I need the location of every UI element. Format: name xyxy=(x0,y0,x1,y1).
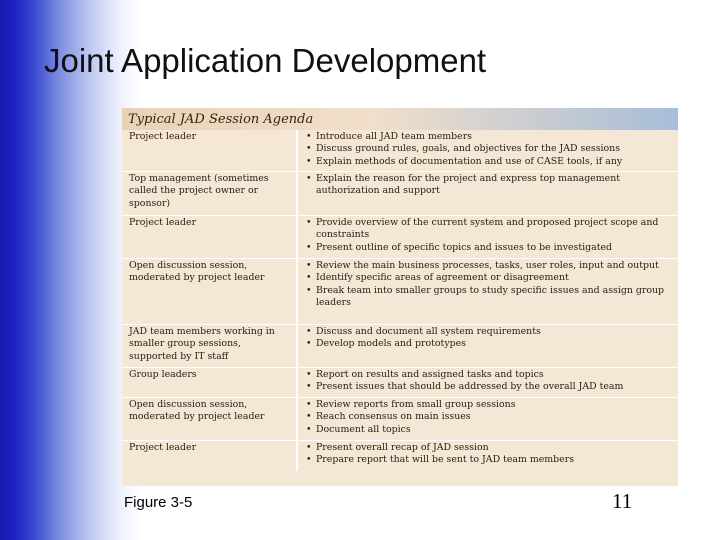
task-item xyxy=(298,454,676,466)
role-cell: Open discussion session, moderated by project leader xyxy=(122,259,298,324)
bullet-icon: • xyxy=(306,326,312,337)
task-item xyxy=(298,242,676,254)
role-cell: Top management (sometimes called the project owner or sponsor) xyxy=(122,172,298,215)
task-text: Explain the reason for the project and express top management authorization and support xyxy=(316,173,621,197)
task-item xyxy=(298,131,676,143)
task-text: Review reports from small group sessions xyxy=(316,399,516,410)
task-text: Develop models and prototypes xyxy=(316,338,466,350)
agenda-table xyxy=(122,130,678,471)
task-item xyxy=(298,326,676,338)
task-list xyxy=(298,441,678,471)
slide-background-gradient xyxy=(0,0,140,540)
task-item xyxy=(298,143,676,155)
task-list xyxy=(298,398,678,440)
task-item xyxy=(298,369,676,381)
task-text: Identify specific areas of agreement or disagreement xyxy=(316,272,569,284)
task-text: Present overall recap of JAD session xyxy=(316,442,489,453)
figure-caption: Figure 3-5 xyxy=(124,494,193,511)
task-text: Present outline of specific topics and issues to be investigated xyxy=(316,241,613,253)
role-cell: Group leaders xyxy=(122,368,298,397)
agenda-row xyxy=(122,215,678,258)
role-cell: Project leader xyxy=(122,130,298,171)
task-item xyxy=(298,399,676,411)
bullet-icon: • xyxy=(306,131,312,142)
slide-title: Joint Application Development xyxy=(44,42,487,79)
task-item xyxy=(298,156,676,168)
task-item xyxy=(298,424,676,436)
bullet-icon: • xyxy=(306,442,312,453)
task-list xyxy=(298,368,678,397)
role-cell: Open discussion session, moderated by project leader xyxy=(122,398,298,440)
task-list xyxy=(298,325,678,367)
bullet-icon: • xyxy=(306,399,312,410)
task-text: Discuss ground rules, goals, and objectives for the JAD sessions xyxy=(316,143,621,155)
task-item xyxy=(298,217,676,242)
slide-number: 11 xyxy=(612,489,633,513)
bullet-icon: • xyxy=(306,241,312,253)
task-item xyxy=(298,381,676,393)
agenda-row xyxy=(122,171,678,215)
task-text: Explain methods of documentation and use of CASE tools, if any xyxy=(316,155,623,167)
bullet-icon: • xyxy=(306,143,312,155)
agenda-row xyxy=(122,130,678,171)
role-cell: Project leader xyxy=(122,441,298,471)
bullet-icon: • xyxy=(306,155,312,167)
task-text: Report on results and assigned tasks and topics xyxy=(316,369,544,380)
bullet-icon: • xyxy=(306,423,312,435)
task-list xyxy=(298,259,678,324)
task-item xyxy=(298,260,676,272)
bullet-icon: • xyxy=(306,338,312,350)
task-item xyxy=(298,173,676,198)
agenda-row xyxy=(122,440,678,471)
bullet-icon: • xyxy=(306,411,312,423)
agenda-row xyxy=(122,258,678,324)
task-text: Reach consensus on main issues xyxy=(316,411,471,423)
task-text: Discuss and document all system requirements xyxy=(316,326,541,337)
role-cell: Project leader xyxy=(122,216,298,258)
task-text: Present issues that should be addressed by the overall JAD team xyxy=(316,381,624,393)
task-item xyxy=(298,338,676,350)
bullet-icon: • xyxy=(306,284,312,296)
task-text: Review the main business processes, tasks, user roles, input and output xyxy=(316,260,659,271)
role-cell: JAD team members working in smaller group sessions, supported by IT staff xyxy=(122,325,298,367)
agenda-row xyxy=(122,324,678,367)
agenda-row xyxy=(122,397,678,440)
task-text: Document all topics xyxy=(316,423,411,435)
task-text: Break team into smaller groups to study specific issues and assign group leaders xyxy=(316,284,665,309)
bullet-icon: • xyxy=(306,173,312,184)
task-list xyxy=(298,130,678,171)
figure-header xyxy=(122,108,678,130)
task-item xyxy=(298,272,676,284)
task-text: Prepare report that will be sent to JAD team members xyxy=(316,454,575,466)
task-text: Introduce all JAD team members xyxy=(316,131,472,142)
figure-title: Typical JAD Session Agenda xyxy=(128,111,314,127)
agenda-row xyxy=(122,367,678,397)
bullet-icon: • xyxy=(306,454,312,466)
task-item xyxy=(298,285,676,310)
task-text: Provide overview of the current system and proposed project scope and constraints xyxy=(316,217,659,241)
task-item xyxy=(298,442,676,454)
jad-agenda-figure xyxy=(122,108,678,486)
bullet-icon: • xyxy=(306,217,312,228)
bullet-icon: • xyxy=(306,381,312,393)
task-list xyxy=(298,216,678,258)
bullet-icon: • xyxy=(306,272,312,284)
bullet-icon: • xyxy=(306,260,312,271)
bullet-icon: • xyxy=(306,369,312,380)
task-item xyxy=(298,411,676,423)
task-list xyxy=(298,172,678,215)
